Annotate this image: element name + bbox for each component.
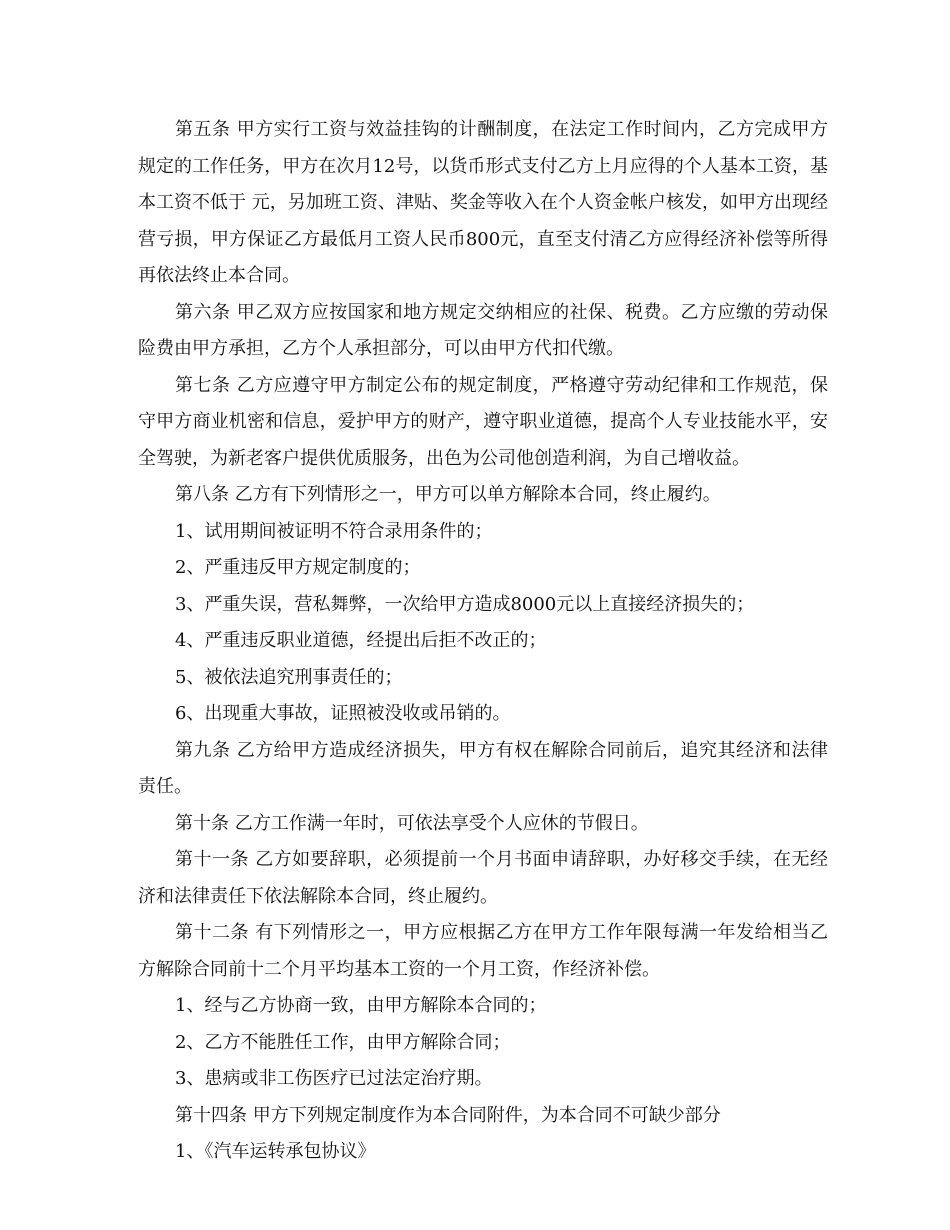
clause-9: 第九条 乙方给甲方造成经济损失，甲方有权在解除合同前后，追究其经济和法律责任。 bbox=[138, 739, 828, 797]
clause-8-item-1: 1、试用期间被证明不符合录用条件的； bbox=[175, 520, 493, 542]
clause-10: 第十条 乙方工作满一年时，可依法享受个人应休的节假日。 bbox=[175, 812, 649, 834]
clause-14: 第十四条 甲方下列规定制度作为本合同附件，为本合同不可缺少部分 bbox=[175, 1104, 721, 1126]
clause-8-item-4: 4、严重违反职业道德，经提出后拒不改正的； bbox=[175, 630, 547, 651]
clause-8-item-6: 6、出现重大事故，证照被没收或吊销的。 bbox=[175, 703, 511, 724]
clause-12-item-1: 1、经与乙方协商一致，由甲方解除本合同的； bbox=[175, 995, 547, 1016]
clause-12-item-3: 3、患病或非工伤医疗已过法定治疗期。 bbox=[175, 1068, 493, 1089]
clause-8-item-5: 5、被依法追究刑事责任的； bbox=[175, 666, 403, 688]
clause-8-item-3: 3、严重失误，营私舞弊，一次给甲方造成8000元以上直接经济损失的； bbox=[175, 593, 755, 615]
document-body bbox=[138, 112, 828, 1171]
clause-8: 第八条 乙方有下列情形之一，甲方可以单方解除本合同，终止履约。 bbox=[175, 484, 721, 505]
clause-8-item-2: 2、严重违反甲方规定制度的； bbox=[175, 557, 421, 578]
clause-7: 第七条 乙方应遵守甲方制定公布的规定制度，严格遵守劳动纪律和工作规范，保守甲方商业机密和信息，爱护甲方的财产，遵守职业道德，提高个人专业技能水平，安全驾驶，为新老客户提供优质服务，出色为公司他创造利润，为自己增收益。 bbox=[138, 374, 828, 469]
clause-12-item-2: 2、乙方不能胜任工作，由甲方解除合同； bbox=[175, 1031, 511, 1053]
clause-6: 第六条 甲乙双方应按国家和地方规定交纳相应的社保、税费。乙方应缴的劳动保险费由甲方承担，乙方个人承担部分，可以由甲方代扣代缴。 bbox=[138, 301, 828, 359]
clause-11: 第十一条 乙方如要辞职，必须提前一个月书面申请辞职，办好移交手续，在无经济和法律责任下依法解除本合同，终止履约。 bbox=[138, 849, 828, 907]
clause-14-item-1: 1、《汽车运转承包协议》 bbox=[175, 1141, 376, 1162]
clause-12: 第十二条 有下列情形之一，甲方应根据乙方在甲方工作年限每满一年发给相当乙方解除合同前十二个月平均基本工资的一个月工资，作经济补偿。 bbox=[138, 922, 828, 980]
clause-5: 第五条 甲方实行工资与效益挂钩的计酬制度，在法定工作时间内，乙方完成甲方规定的工作任务，甲方在次月12号，以货币形式支付乙方上月应得的个人基本工资，基本工资不低于 元，另加班工资、津贴、奖金等收入在个人资金帐户核发，如甲方出现经营亏损，甲方保证乙方最低月工资人民币800元，直至支付清乙方应得经济补偿等所得再依法终止本合同。 bbox=[138, 119, 828, 286]
